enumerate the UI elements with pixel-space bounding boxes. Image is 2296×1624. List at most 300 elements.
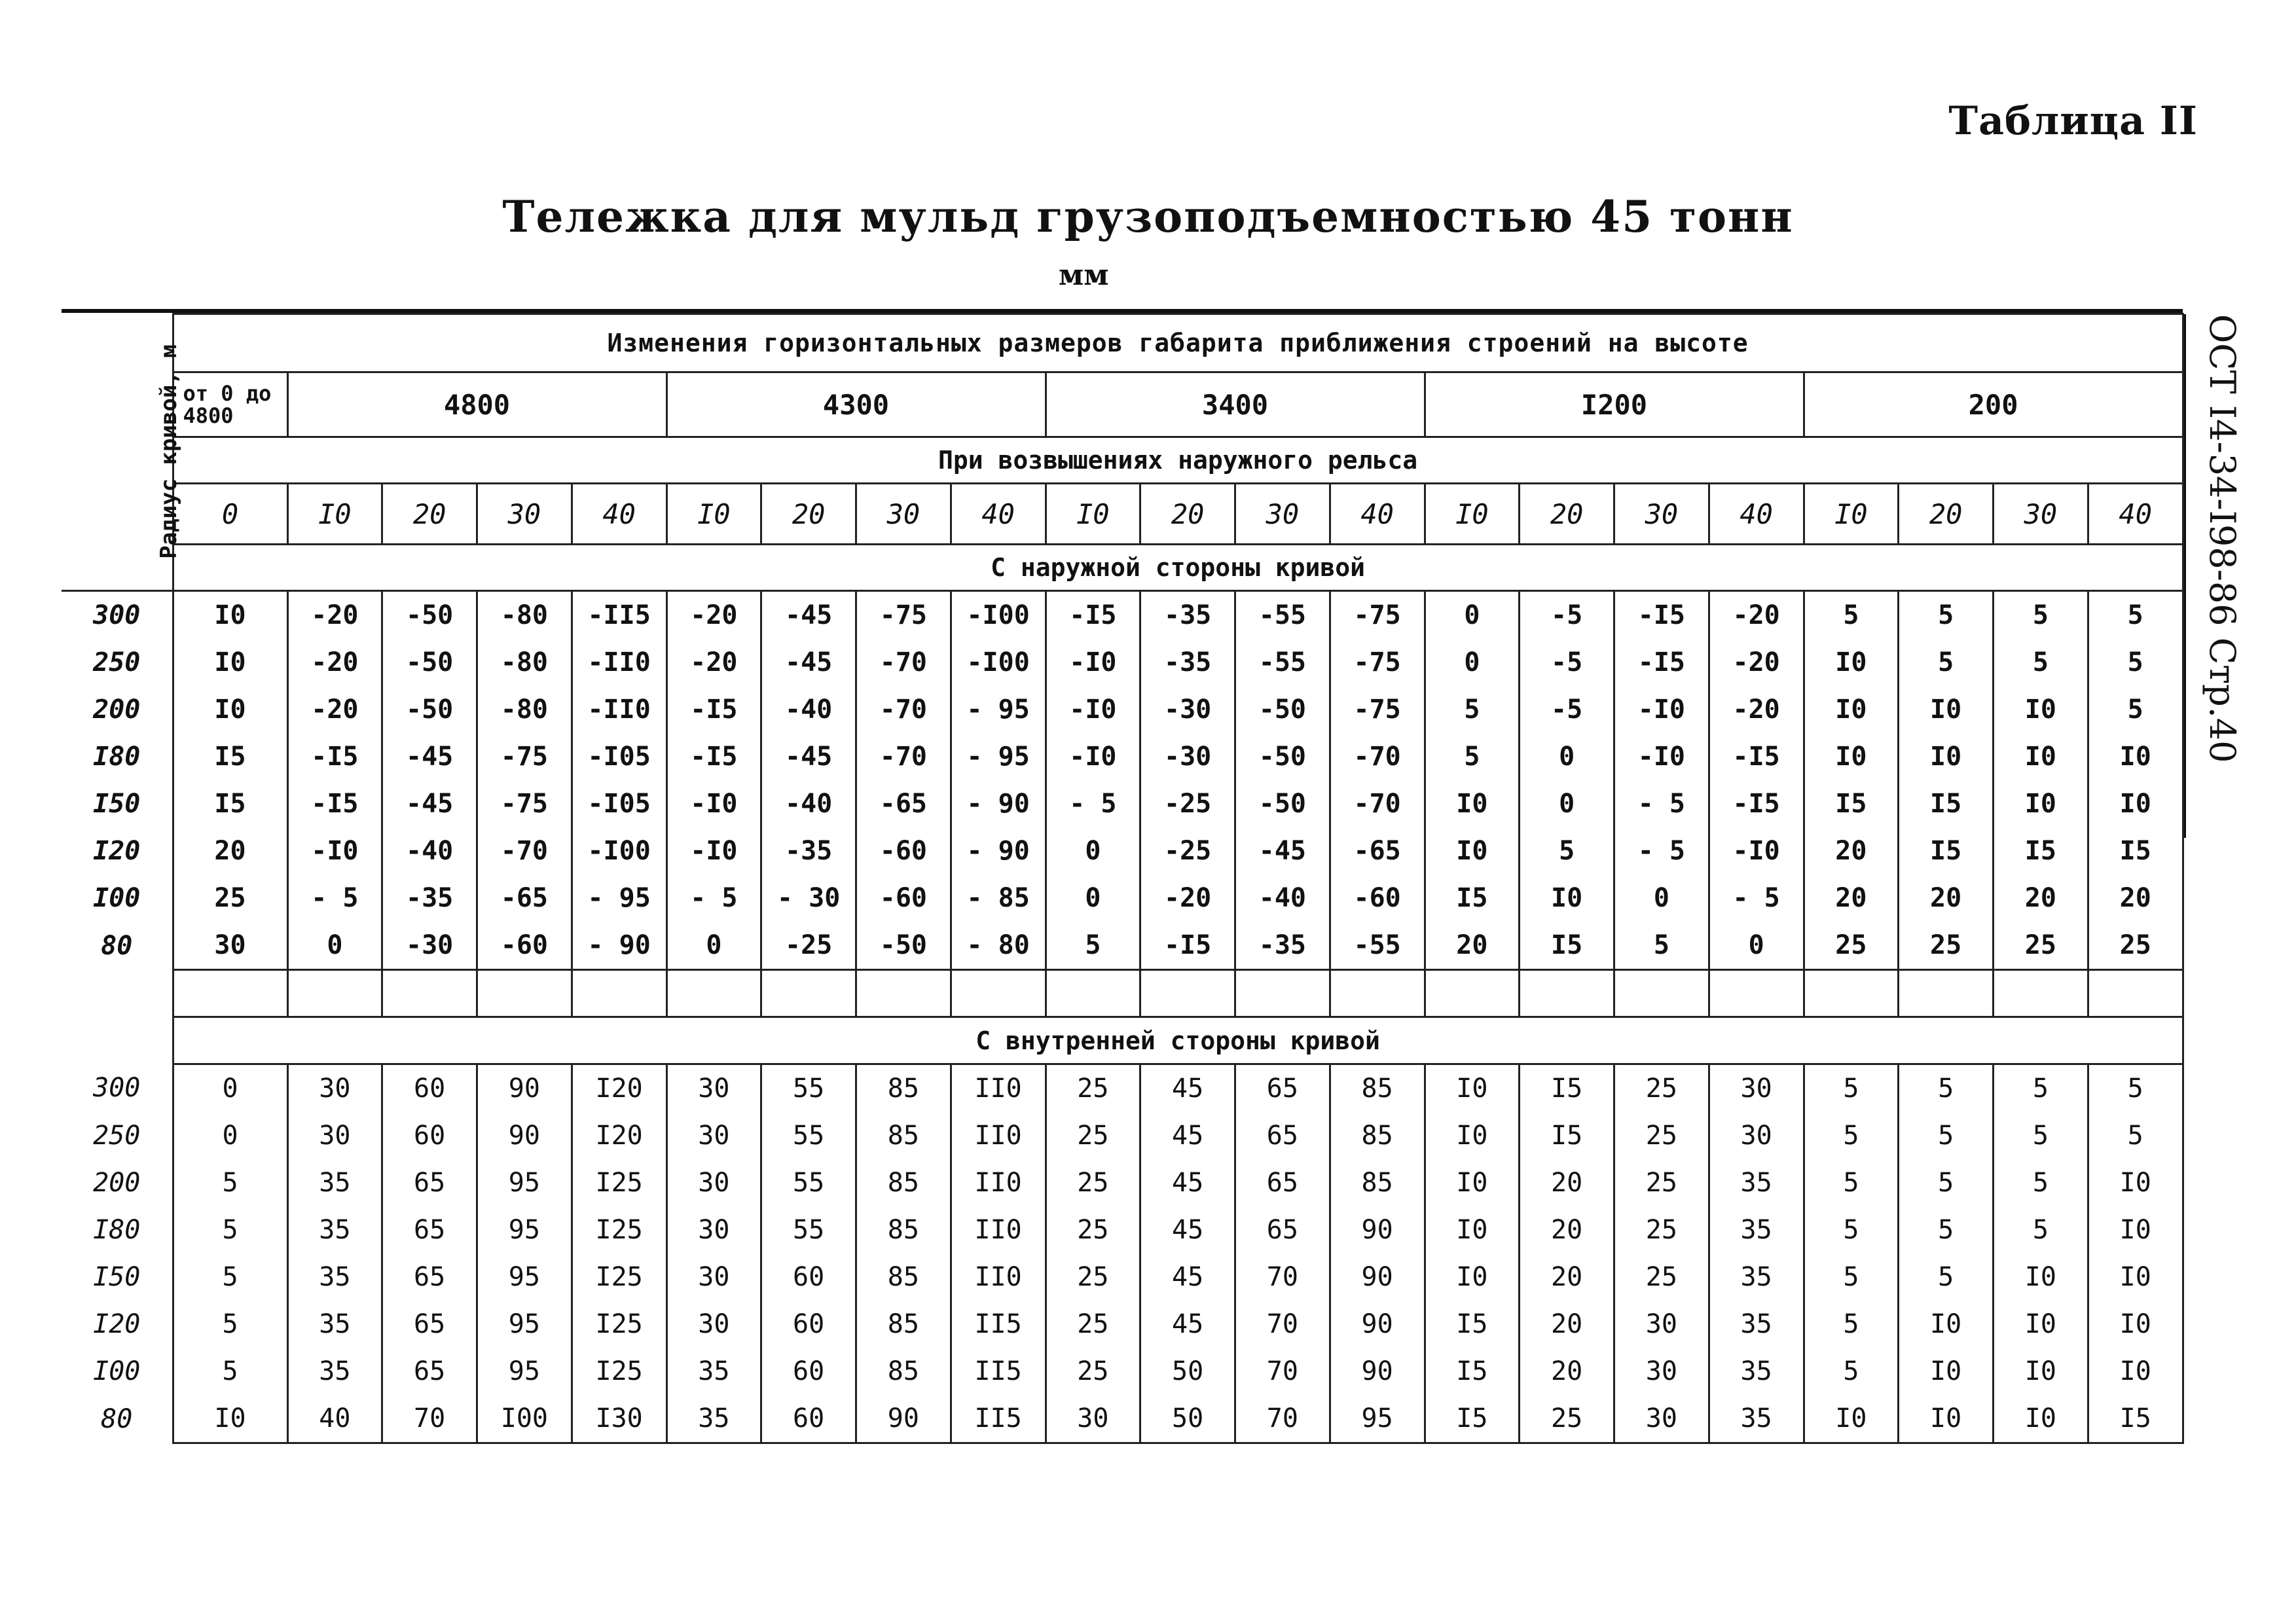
clearance-value-cell: 0 — [1425, 639, 1520, 686]
clearance-value-cell: 65 — [382, 1206, 477, 1254]
spacer-cell — [951, 970, 1046, 1017]
clearance-value-cell: I5 — [1520, 922, 1614, 970]
clearance-value-cell: -20 — [666, 639, 761, 686]
clearance-value-cell: I0 — [1804, 639, 1899, 686]
clearance-value-cell: 85 — [856, 1112, 951, 1159]
elevation-header-cell: 40 — [572, 484, 666, 545]
clearance-value-cell: -20 — [1709, 639, 1804, 686]
header-row-main — [62, 314, 2183, 372]
clearance-value-cell: -5 — [1520, 591, 1614, 640]
clearance-value-cell: -I5 — [666, 686, 761, 733]
clearance-value-cell: -20 — [287, 686, 382, 733]
clearance-value-cell: -80 — [477, 591, 572, 640]
clearance-value-cell: I5 — [2088, 1395, 2183, 1443]
clearance-value-cell: 65 — [382, 1254, 477, 1301]
clearance-value-cell: -20 — [287, 639, 382, 686]
clearance-value-cell: -I00 — [951, 591, 1046, 640]
clearance-value-cell: II0 — [951, 1206, 1046, 1254]
spacer-cell — [1330, 970, 1425, 1017]
clearance-value-cell: 5 — [1804, 1206, 1899, 1254]
clearance-value-cell: II5 — [951, 1395, 1046, 1443]
header-row-heights — [62, 372, 2183, 437]
clearance-value-cell: -I0 — [1614, 733, 1709, 780]
clearance-value-cell: 0 — [173, 1112, 287, 1159]
clearance-value-cell: 30 — [173, 922, 287, 970]
clearance-value-cell: 45 — [1140, 1112, 1235, 1159]
clearance-value-cell: I0 — [1804, 1395, 1899, 1443]
radius-value-cell: I80 — [62, 733, 173, 780]
clearance-value-cell: -I5 — [666, 733, 761, 780]
clearance-value-cell: 35 — [1709, 1348, 1804, 1395]
radius-value-cell: I50 — [62, 1254, 173, 1301]
height-header-cell: 4300 — [666, 372, 1046, 437]
radius-value-cell: I00 — [62, 1348, 173, 1395]
clearance-value-cell: 45 — [1140, 1159, 1235, 1206]
clearance-value-cell: 85 — [856, 1348, 951, 1395]
clearance-value-cell: -I0 — [666, 827, 761, 875]
elevation-header: При возвышениях наружного рельса — [173, 437, 2183, 484]
elevation-header-cell: 20 — [1899, 484, 1994, 545]
clearance-value-cell: -I05 — [572, 733, 666, 780]
clearance-value-cell: 5 — [2088, 1064, 2183, 1113]
clearance-value-cell: 50 — [1140, 1395, 1235, 1443]
clearance-value-cell: -I5 — [1709, 733, 1804, 780]
clearance-value-cell: 5 — [1520, 827, 1614, 875]
clearance-value-cell: -60 — [856, 875, 951, 922]
main-header: Изменения горизонтальных размеров габарита приближения строений на высоте — [173, 314, 2183, 372]
clearance-value-cell: -II0 — [572, 639, 666, 686]
clearance-value-cell: - 5 — [287, 875, 382, 922]
clearance-value-cell: 30 — [1709, 1112, 1804, 1159]
clearance-value-cell: I0 — [1899, 733, 1994, 780]
radius-value-cell: I20 — [62, 827, 173, 875]
clearance-value-cell: I0 — [2088, 733, 2183, 780]
clearance-value-cell: I0 — [1994, 780, 2088, 827]
clearance-value-cell: 65 — [1235, 1206, 1330, 1254]
clearance-value-cell: 25 — [1614, 1112, 1709, 1159]
table-row — [62, 1206, 2183, 1254]
clearance-value-cell: -45 — [761, 733, 856, 780]
clearance-value-cell: I5 — [1520, 1112, 1614, 1159]
elevation-header-cell: 20 — [1140, 484, 1235, 545]
clearance-value-cell: 5 — [1804, 1159, 1899, 1206]
clearance-value-cell: 5 — [1899, 1112, 1994, 1159]
clearance-value-cell: -30 — [382, 922, 477, 970]
clearance-value-cell: -I0 — [1046, 686, 1140, 733]
clearance-table — [62, 313, 2184, 1444]
clearance-value-cell: 5 — [1425, 686, 1520, 733]
table-row — [62, 780, 2183, 827]
clearance-value-cell: 0 — [666, 922, 761, 970]
clearance-value-cell: -55 — [1235, 591, 1330, 640]
clearance-value-cell: 20 — [1994, 875, 2088, 922]
clearance-value-cell: 5 — [173, 1301, 287, 1348]
clearance-value-cell: -70 — [856, 686, 951, 733]
clearance-value-cell: -5 — [1520, 686, 1614, 733]
clearance-value-cell: 65 — [1235, 1064, 1330, 1113]
clearance-value-cell: 50 — [1140, 1348, 1235, 1395]
clearance-value-cell: 30 — [1614, 1348, 1709, 1395]
clearance-value-cell: 5 — [1899, 1159, 1994, 1206]
clearance-value-cell: I20 — [572, 1112, 666, 1159]
clearance-value-cell: I0 — [1899, 1348, 1994, 1395]
clearance-value-cell: 5 — [1994, 591, 2088, 640]
outer-side-label-row — [62, 545, 2183, 591]
clearance-value-cell: -80 — [477, 639, 572, 686]
table-row — [62, 1301, 2183, 1348]
clearance-value-cell: -30 — [1140, 733, 1235, 780]
clearance-value-cell: I30 — [572, 1395, 666, 1443]
spacer-cell — [1140, 970, 1235, 1017]
clearance-value-cell: -25 — [1140, 827, 1235, 875]
clearance-value-cell: 5 — [1804, 1112, 1899, 1159]
clearance-value-cell: 70 — [1235, 1301, 1330, 1348]
clearance-value-cell: 90 — [477, 1112, 572, 1159]
clearance-value-cell: -I5 — [1046, 591, 1140, 640]
clearance-value-cell: -5 — [1520, 639, 1614, 686]
radius-column-header — [62, 314, 182, 591]
clearance-value-cell: 20 — [1520, 1206, 1614, 1254]
clearance-value-cell: 5 — [1804, 1301, 1899, 1348]
clearance-value-cell: -35 — [1140, 591, 1235, 640]
clearance-value-cell: I5 — [1425, 875, 1520, 922]
height-header-cell: 200 — [1804, 372, 2183, 437]
elevation-header-cell: 40 — [2088, 484, 2183, 545]
clearance-value-cell: 5 — [2088, 686, 2183, 733]
clearance-value-cell: -I0 — [666, 780, 761, 827]
clearance-value-cell: -60 — [1330, 875, 1425, 922]
clearance-value-cell: 20 — [1804, 827, 1899, 875]
clearance-value-cell: 20 — [1899, 875, 1994, 922]
clearance-value-cell: 25 — [1046, 1112, 1140, 1159]
clearance-value-cell: -80 — [477, 686, 572, 733]
clearance-value-cell: I0 — [173, 686, 287, 733]
clearance-value-cell: 45 — [1140, 1301, 1235, 1348]
clearance-value-cell: 5 — [1425, 733, 1520, 780]
clearance-value-cell: 85 — [1330, 1159, 1425, 1206]
clearance-value-cell: -I5 — [1140, 922, 1235, 970]
clearance-value-cell: -20 — [1140, 875, 1235, 922]
spacer-cell — [1520, 970, 1614, 1017]
elevation-header-cell: 30 — [1614, 484, 1709, 545]
elevation-header-cell: I0 — [1425, 484, 1520, 545]
clearance-value-cell: 85 — [1330, 1112, 1425, 1159]
elevation-header-cell: 30 — [1994, 484, 2088, 545]
clearance-value-cell: 35 — [287, 1206, 382, 1254]
clearance-value-cell: 5 — [1899, 1254, 1994, 1301]
clearance-value-cell: - 30 — [761, 875, 856, 922]
clearance-value-cell: 20 — [1520, 1348, 1614, 1395]
elevation-header-cell: 40 — [951, 484, 1046, 545]
clearance-value-cell: 0 — [1046, 875, 1140, 922]
radius-header-text: Радиус кривой, м — [155, 344, 182, 560]
clearance-value-cell: -I5 — [287, 780, 382, 827]
clearance-value-cell: I5 — [1899, 780, 1994, 827]
elevation-header-cell: 40 — [1330, 484, 1425, 545]
clearance-value-cell: 25 — [1994, 922, 2088, 970]
clearance-value-cell: -45 — [382, 733, 477, 780]
clearance-value-cell: 25 — [173, 875, 287, 922]
clearance-value-cell: -35 — [1140, 639, 1235, 686]
spacer-cell — [287, 970, 382, 1017]
clearance-value-cell: -I0 — [1614, 686, 1709, 733]
clearance-value-cell: -40 — [1235, 875, 1330, 922]
radius-value-cell: I00 — [62, 875, 173, 922]
clearance-value-cell: -35 — [382, 875, 477, 922]
clearance-value-cell: -50 — [382, 639, 477, 686]
clearance-value-cell: 35 — [1709, 1206, 1804, 1254]
spacer-cell — [1235, 970, 1330, 1017]
inner-side-label-row — [62, 1017, 2183, 1064]
clearance-value-cell: - 95 — [951, 733, 1046, 780]
section-spacer-row — [62, 970, 2183, 1017]
clearance-value-cell: 90 — [1330, 1206, 1425, 1254]
clearance-value-cell: 65 — [1235, 1159, 1330, 1206]
spacer-cell — [572, 970, 666, 1017]
clearance-value-cell: -I05 — [572, 780, 666, 827]
spacer-cell — [1709, 970, 1804, 1017]
clearance-value-cell: -65 — [856, 780, 951, 827]
clearance-value-cell: 25 — [1046, 1301, 1140, 1348]
clearance-value-cell: I0 — [2088, 1206, 2183, 1254]
clearance-value-cell: 5 — [1899, 1206, 1994, 1254]
spacer-cell — [1899, 970, 1994, 1017]
clearance-value-cell: -50 — [1235, 686, 1330, 733]
clearance-value-cell: 20 — [2088, 875, 2183, 922]
clearance-value-cell: 95 — [477, 1206, 572, 1254]
spacer-cell — [1804, 970, 1899, 1017]
clearance-value-cell: -40 — [761, 686, 856, 733]
clearance-value-cell: -45 — [761, 639, 856, 686]
clearance-value-cell: 25 — [1046, 1064, 1140, 1113]
clearance-value-cell: 70 — [1235, 1348, 1330, 1395]
clearance-value-cell: I0 — [1425, 1254, 1520, 1301]
table-row — [62, 1395, 2183, 1443]
clearance-value-cell: - 80 — [951, 922, 1046, 970]
unit-label: мм — [1059, 259, 1109, 292]
clearance-value-cell: -I5 — [1614, 591, 1709, 640]
clearance-value-cell: I0 — [2088, 1348, 2183, 1395]
clearance-value-cell: 35 — [1709, 1301, 1804, 1348]
clearance-value-cell: 5 — [2088, 1112, 2183, 1159]
spacer-cell — [666, 970, 761, 1017]
clearance-value-cell: II0 — [951, 1254, 1046, 1301]
clearance-value-cell: -55 — [1330, 922, 1425, 970]
clearance-value-cell: -20 — [1709, 591, 1804, 640]
clearance-value-cell: -40 — [382, 827, 477, 875]
clearance-value-cell: -I0 — [1046, 639, 1140, 686]
clearance-value-cell: 0 — [1425, 591, 1520, 640]
radius-value-cell: 250 — [62, 639, 173, 686]
table-row — [62, 1348, 2183, 1395]
clearance-value-cell: I0 — [1425, 1064, 1520, 1113]
clearance-value-cell: I5 — [1994, 827, 2088, 875]
clearance-value-cell: 95 — [477, 1159, 572, 1206]
clearance-value-cell: -35 — [761, 827, 856, 875]
clearance-value-cell: II0 — [951, 1159, 1046, 1206]
inner-side-label: С внутренней стороны кривой — [173, 1017, 2183, 1064]
elevation-header-cell: 20 — [382, 484, 477, 545]
clearance-value-cell: 0 — [1520, 733, 1614, 780]
clearance-value-cell: 5 — [173, 1254, 287, 1301]
clearance-value-cell: I20 — [572, 1064, 666, 1113]
radius-value-cell: I20 — [62, 1301, 173, 1348]
clearance-value-cell: 5 — [1804, 591, 1899, 640]
clearance-value-cell: 0 — [173, 1064, 287, 1113]
clearance-value-cell: 25 — [1046, 1254, 1140, 1301]
clearance-value-cell: 70 — [1235, 1254, 1330, 1301]
document-reference: ОСТ I4-34-I98-86 Стр.40 — [2183, 314, 2258, 838]
clearance-value-cell: 5 — [173, 1348, 287, 1395]
clearance-value-cell: I0 — [173, 1395, 287, 1443]
clearance-value-cell: 60 — [761, 1301, 856, 1348]
clearance-value-cell: 5 — [1899, 639, 1994, 686]
spacer-cell — [477, 970, 572, 1017]
clearance-value-cell: I00 — [477, 1395, 572, 1443]
clearance-value-cell: I0 — [1899, 686, 1994, 733]
height-header-cell: 4800 — [287, 372, 666, 437]
clearance-value-cell: I0 — [1994, 1395, 2088, 1443]
clearance-value-cell: 30 — [1614, 1301, 1709, 1348]
elevation-header-cell: I0 — [666, 484, 761, 545]
clearance-value-cell: -I0 — [1046, 733, 1140, 780]
spacer-cell — [2088, 970, 2183, 1017]
clearance-value-cell: 30 — [666, 1159, 761, 1206]
clearance-value-cell: 30 — [287, 1064, 382, 1113]
table-row — [62, 875, 2183, 922]
clearance-value-cell: I0 — [1425, 1159, 1520, 1206]
table-row — [62, 922, 2183, 970]
clearance-value-cell: 5 — [1804, 1064, 1899, 1113]
clearance-value-cell: 20 — [1520, 1159, 1614, 1206]
clearance-value-cell: -45 — [761, 591, 856, 640]
clearance-value-cell: 55 — [761, 1064, 856, 1113]
clearance-value-cell: 85 — [856, 1064, 951, 1113]
clearance-value-cell: -I00 — [951, 639, 1046, 686]
table-body — [62, 314, 2183, 1443]
clearance-value-cell: 30 — [1614, 1395, 1709, 1443]
clearance-value-cell: I0 — [1804, 686, 1899, 733]
clearance-value-cell: 25 — [1046, 1206, 1140, 1254]
clearance-value-cell: 25 — [1614, 1064, 1709, 1113]
height-header-cell: I200 — [1425, 372, 1804, 437]
clearance-value-cell: -35 — [1235, 922, 1330, 970]
radius-value-cell: 80 — [62, 1395, 173, 1443]
spacer-cell — [856, 970, 951, 1017]
clearance-value-cell: I0 — [1899, 1395, 1994, 1443]
clearance-value-cell: -75 — [1330, 686, 1425, 733]
clearance-value-cell: I0 — [173, 639, 287, 686]
clearance-value-cell: 90 — [1330, 1301, 1425, 1348]
clearance-value-cell: 5 — [1899, 1064, 1994, 1113]
clearance-value-cell: - 90 — [951, 780, 1046, 827]
table-row — [62, 827, 2183, 875]
header-row-elevation-label — [62, 437, 2183, 484]
spacer-cell — [173, 970, 287, 1017]
clearance-value-cell: 85 — [856, 1254, 951, 1301]
clearance-value-cell: -20 — [666, 591, 761, 640]
clearance-value-cell: - 90 — [951, 827, 1046, 875]
clearance-value-cell: -60 — [477, 922, 572, 970]
elevation-header-cell: I0 — [287, 484, 382, 545]
clearance-value-cell: I0 — [1425, 780, 1520, 827]
clearance-value-cell: 35 — [287, 1254, 382, 1301]
clearance-value-cell: 5 — [1899, 591, 1994, 640]
clearance-value-cell: -45 — [1235, 827, 1330, 875]
clearance-value-cell: -50 — [382, 591, 477, 640]
spacer-cell — [382, 970, 477, 1017]
radius-value-cell: I80 — [62, 1206, 173, 1254]
clearance-value-cell: -25 — [761, 922, 856, 970]
clearance-value-cell: - 5 — [1614, 780, 1709, 827]
elevation-header-cell: I0 — [1804, 484, 1899, 545]
clearance-value-cell: I0 — [1425, 1112, 1520, 1159]
clearance-value-cell: 30 — [666, 1301, 761, 1348]
elevation-header-cell: I0 — [1046, 484, 1140, 545]
clearance-value-cell: -70 — [1330, 780, 1425, 827]
clearance-value-cell: - 5 — [1046, 780, 1140, 827]
outer-side-label: С наружной стороны кривой — [173, 545, 2183, 591]
table-row — [62, 686, 2183, 733]
clearance-value-cell: 0 — [1709, 922, 1804, 970]
clearance-value-cell: 5 — [173, 1206, 287, 1254]
table-row — [62, 1254, 2183, 1301]
clearance-value-cell: 25 — [1520, 1395, 1614, 1443]
document-title: Тележка для мульд грузоподъемностью 45 тонн — [502, 191, 1794, 242]
clearance-value-cell: I0 — [1425, 1206, 1520, 1254]
clearance-value-cell: I5 — [1804, 780, 1899, 827]
clearance-value-cell: - 90 — [572, 922, 666, 970]
clearance-value-cell: -II5 — [572, 591, 666, 640]
clearance-value-cell: -I0 — [1709, 827, 1804, 875]
clearance-value-cell: 35 — [287, 1301, 382, 1348]
clearance-value-cell: 90 — [856, 1395, 951, 1443]
clearance-value-cell: 95 — [477, 1301, 572, 1348]
clearance-value-cell: -75 — [1330, 591, 1425, 640]
clearance-value-cell: I5 — [1425, 1301, 1520, 1348]
clearance-value-cell: II0 — [951, 1112, 1046, 1159]
clearance-value-cell: I25 — [572, 1159, 666, 1206]
clearance-value-cell: 40 — [287, 1395, 382, 1443]
clearance-value-cell: I5 — [173, 780, 287, 827]
clearance-value-cell: 90 — [477, 1064, 572, 1113]
clearance-value-cell: 25 — [1899, 922, 1994, 970]
clearance-value-cell: 85 — [1330, 1064, 1425, 1113]
clearance-value-cell: -I5 — [1709, 780, 1804, 827]
clearance-value-cell: 30 — [666, 1112, 761, 1159]
clearance-value-cell: 0 — [1614, 875, 1709, 922]
clearance-value-cell: 30 — [287, 1112, 382, 1159]
clearance-value-cell: -70 — [856, 639, 951, 686]
clearance-value-cell: -20 — [1709, 686, 1804, 733]
clearance-value-cell: I0 — [1804, 733, 1899, 780]
clearance-value-cell: 30 — [1046, 1395, 1140, 1443]
clearance-value-cell: 85 — [856, 1301, 951, 1348]
clearance-value-cell: 5 — [1994, 1206, 2088, 1254]
clearance-value-cell: 25 — [2088, 922, 2183, 970]
clearance-value-cell: 25 — [1046, 1159, 1140, 1206]
clearance-value-cell: I5 — [173, 733, 287, 780]
clearance-value-cell: 70 — [1235, 1395, 1330, 1443]
clearance-value-cell: 60 — [382, 1112, 477, 1159]
clearance-value-cell: 95 — [1330, 1395, 1425, 1443]
clearance-value-cell: 65 — [382, 1301, 477, 1348]
radius-value-cell: 200 — [62, 1159, 173, 1206]
clearance-value-cell: - 85 — [951, 875, 1046, 922]
clearance-value-cell: -50 — [856, 922, 951, 970]
clearance-value-cell: 55 — [761, 1112, 856, 1159]
clearance-value-cell: 20 — [1425, 922, 1520, 970]
